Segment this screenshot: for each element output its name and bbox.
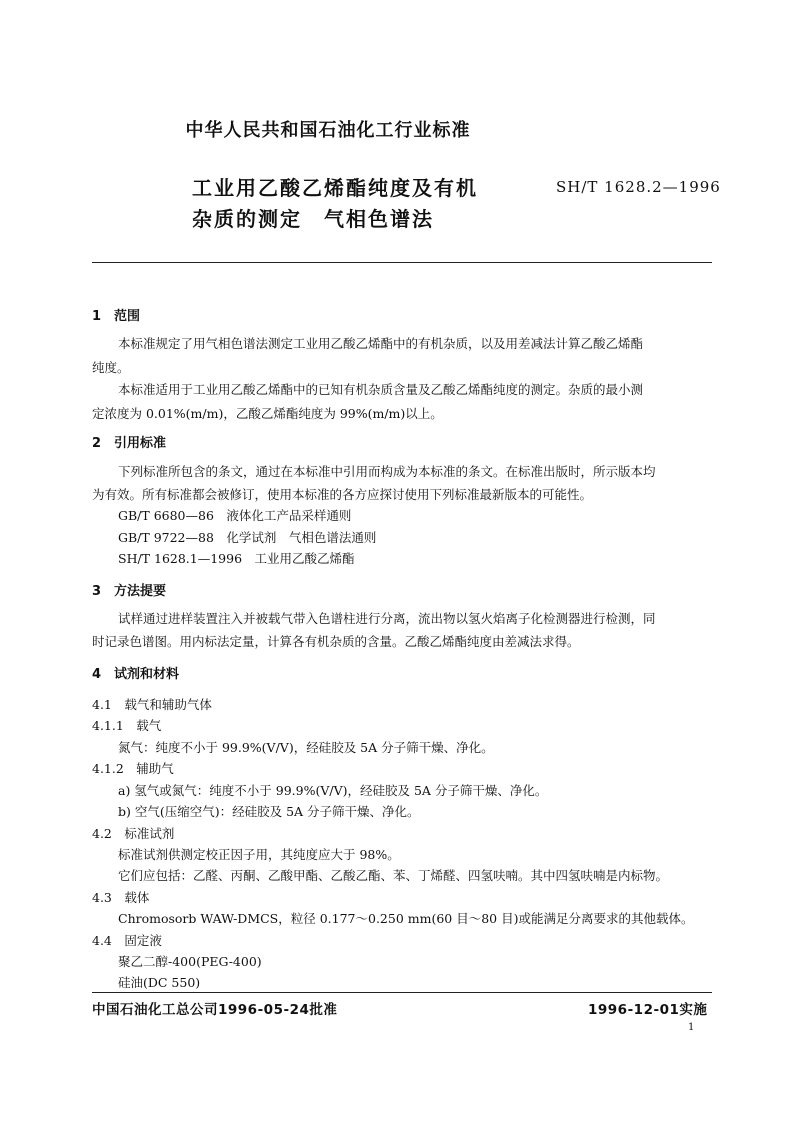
- effective-date: 1996-12-01实施: [588, 1002, 708, 1018]
- section-1-paragraph-2: 本标准适用于工业用乙酸乙烯酯中的已知有机杂质含量及乙酸乙烯酯纯度的测定。杂质的最小测: [118, 382, 644, 397]
- section-2-paragraph: 下列标准所包含的条文，通过在本标准中引用而构成为本标准的条文。在标准出版时，所示版本均: [118, 464, 656, 479]
- subsection-4-3-text: Chromosorb WAW-DMCS，粒径 0.177～0.250 mm(60 目～80 目)或能满足分离要求的其他载体。: [118, 911, 694, 926]
- issuing-organization: 中华人民共和国石油化工行业标准: [185, 120, 471, 141]
- section-1-paragraph: 本标准规定了用气相色谱法测定工业用乙酸乙烯酯中的有机杂质，以及用差减法计算乙酸乙烯酯: [118, 336, 644, 351]
- section-2-heading: 2 引用标准: [92, 436, 167, 451]
- header-divider: [92, 262, 712, 263]
- approval-date: 中国石油化工总公司1996-05-24批准: [92, 1002, 338, 1018]
- standard-code: SH/T 1628.2—1996: [556, 178, 721, 196]
- section-1-heading: 1 范围: [92, 309, 141, 324]
- subsection-4-2-text-2: 它们应包括：乙醛、丙酮、乙酸甲酯、乙酸乙酯、苯、丁烯醛、四氢呋喃。其中四氢呋喃是内标物。: [118, 868, 669, 883]
- subsection-4-1-2-heading: 4.1.2 辅助气: [92, 761, 174, 776]
- subsection-4-1-heading: 4.1 载气和辅助气体: [92, 697, 212, 712]
- section-3-heading: 3 方法提要: [92, 584, 167, 599]
- subsection-4-1-1-text: 氮气：纯度不小于 99.9%(V/V)，经硅胶及 5A 分子筛干燥、净化。: [118, 740, 494, 755]
- list-item-b: b) 空气(压缩空气)：经硅胶及 5A 分子筛干燥、净化。: [118, 804, 420, 819]
- page-number: 1: [688, 1022, 695, 1033]
- list-item-a: a) 氢气或氮气：纯度不小于 99.9%(V/V)，经硅胶及 5A 分子筛干燥、净化。: [118, 783, 548, 798]
- section-1-paragraph-2-cont: 定浓度为 0.01%(m/m)，乙酸乙烯酯纯度为 99%(m/m)以上。: [92, 406, 443, 421]
- subsection-4-1-1-heading: 4.1.1 载气: [92, 718, 162, 733]
- subsection-4-4-text-2: 硅油(DC 550): [118, 975, 201, 990]
- title-line-2: 杂质的测定 气相色谱法: [192, 207, 434, 231]
- subsection-4-4-text: 聚乙二醇-400(PEG-400): [118, 954, 262, 969]
- subsection-4-4-heading: 4.4 固定液: [92, 933, 162, 948]
- subsection-4-2-text: 标准试剂供测定校正因子用，其纯度应大于 98%。: [118, 847, 400, 862]
- reference-item: GB/T 6680—86 液体化工产品采样通则: [118, 508, 352, 523]
- subsection-4-3-heading: 4.3 载体: [92, 890, 150, 905]
- section-2-paragraph-cont: 为有效。所有标准都会被修订，使用本标准的各方应探讨使用下列标准最新版本的可能性。: [92, 487, 593, 502]
- section-3-paragraph-cont: 时记录色谱图。用内标法定量，计算各有机杂质的含量。乙酸乙烯酯纯度由差减法求得。: [92, 634, 580, 649]
- section-4-heading: 4 试剂和材料: [92, 667, 180, 682]
- title-line-1: 工业用乙酸乙烯酯纯度及有机: [192, 176, 478, 200]
- reference-item: GB/T 9722—88 化学试剂 气相色谱法通则: [118, 530, 377, 545]
- subsection-4-2-heading: 4.2 标准试剂: [92, 826, 175, 841]
- footer-divider: [92, 992, 712, 993]
- reference-item: SH/T 1628.1—1996 工业用乙酸乙烯酯: [118, 551, 355, 566]
- section-1-paragraph-cont: 纯度。: [92, 360, 130, 375]
- section-3-paragraph: 试样通过进样装置注入并被载气带入色谱柱进行分离，流出物以氢火焰离子化检测器进行检测，同: [118, 611, 656, 626]
